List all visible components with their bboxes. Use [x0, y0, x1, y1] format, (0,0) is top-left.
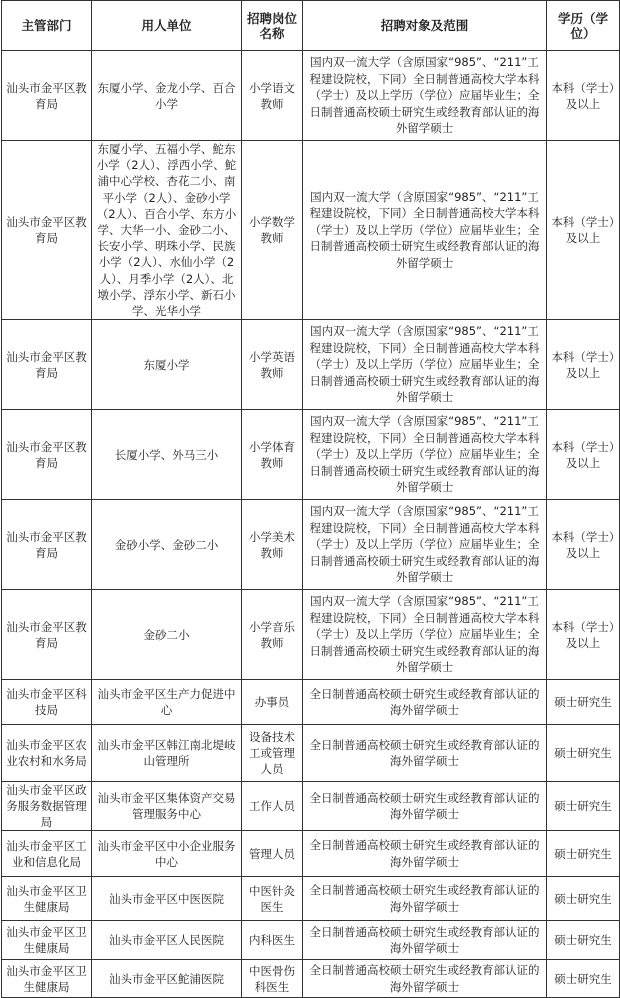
table-row: [2, 960, 620, 998]
table-row: [2, 831, 620, 877]
cell-post: 小学音乐教师: [242, 590, 303, 680]
table-row: [2, 680, 620, 725]
table-row: [2, 725, 620, 782]
header-edu: 学历（学位）: [547, 1, 620, 51]
cell-dept: 汕头市金平区教育局: [2, 141, 92, 320]
cell-post: 小学英语教师: [242, 320, 303, 410]
cell-edu: 硕士研究生: [547, 725, 620, 782]
cell-edu: 硕士研究生: [547, 831, 620, 877]
cell-scope: 全日制普通高校硕士研究生或经教育部认证的海外留学硕士: [303, 831, 547, 877]
cell-post: 小学数学教师: [242, 141, 303, 320]
cell-post: 中医针灸医生: [242, 877, 303, 921]
cell-scope: 国内双一流大学（含原国家“985”、“211”工程建设院校，下同）全日制普通高校大学本科（学士）及以上学历（学位）应届毕业生；全日制普通高校硕士研究生或经教育部认证的海外留学硕士: [303, 410, 547, 500]
cell-unit: 东厦小学、五福小学、鮀东小学（2人）、浮西小学、鮀浦中心学校、杏花二小、南平小学（2人）、金砂小学（2人）、百合小学、东方小学、大华一小、金砂二小、长安小学、明珠小学、民族小学（2人）、水仙小学（2人）、月季小学（2人）、北墩小学、浮东小学、新石小学、光华小学: [92, 141, 242, 320]
cell-post: 工作人员: [242, 782, 303, 831]
cell-unit: 金砂二小: [92, 590, 242, 680]
cell-unit: 汕头市金平区中医医院: [92, 877, 242, 921]
cell-unit: 东厦小学: [92, 320, 242, 410]
table-row: [2, 500, 620, 590]
cell-dept: 汕头市金平区卫生健康局: [2, 921, 92, 960]
table-row: [2, 141, 620, 320]
table-row: [2, 877, 620, 921]
cell-scope: 国内双一流大学（含原国家“985”、“211”工程建设院校，下同）全日制普通高校大学本科（学士）及以上学历（学位）应届毕业生；全日制普通高校硕士研究生或经教育部认证的海外留学硕士: [303, 590, 547, 680]
cell-edu: 本科（学士）及以上: [547, 141, 620, 320]
cell-unit: 汕头市金平区鮀浦医院: [92, 960, 242, 998]
cell-edu: 硕士研究生: [547, 680, 620, 725]
cell-unit: 长厦小学、外马三小: [92, 410, 242, 500]
cell-unit: 汕头市金平区中小企业服务中心: [92, 831, 242, 877]
cell-scope: 全日制普通高校硕士研究生或经教育部认证的海外留学硕士: [303, 921, 547, 960]
cell-post: 办事员: [242, 680, 303, 725]
cell-dept: 汕头市金平区教育局: [2, 320, 92, 410]
cell-edu: 硕士研究生: [547, 782, 620, 831]
cell-post: 设备技术工或管理人员: [242, 725, 303, 782]
cell-edu: 硕士研究生: [547, 960, 620, 998]
cell-edu: 本科（学士）及以上: [547, 500, 620, 590]
table-row: [2, 782, 620, 831]
cell-unit: 东厦小学、金龙小学、百合小学: [92, 51, 242, 141]
cell-unit: 汕头市金平区生产力促进中心: [92, 680, 242, 725]
cell-unit: 金砂小学、金砂二小: [92, 500, 242, 590]
cell-post: 小学体育教师: [242, 410, 303, 500]
cell-dept: 汕头市金平区卫生健康局: [2, 877, 92, 921]
cell-scope: 全日制普通高校硕士研究生或经教育部认证的海外留学硕士: [303, 877, 547, 921]
cell-dept: 汕头市金平区卫生健康局: [2, 960, 92, 998]
cell-dept: 汕头市金平区教育局: [2, 500, 92, 590]
cell-dept: 汕头市金平区教育局: [2, 51, 92, 141]
cell-scope: 国内双一流大学（含原国家“985”、“211”工程建设院校，下同）全日制普通高校大学本科（学士）及以上学历（学位）应届毕业生；全日制普通高校硕士研究生或经教育部认证的海外留学硕士: [303, 141, 547, 320]
cell-post: 内科医生: [242, 921, 303, 960]
header-dept: 主管部门: [2, 1, 92, 51]
table-row: [2, 320, 620, 410]
cell-dept: 汕头市金平区教育局: [2, 410, 92, 500]
header-row: [2, 1, 620, 51]
cell-post: 管理人员: [242, 831, 303, 877]
table-row: [2, 590, 620, 680]
cell-scope: 国内双一流大学（含原国家“985”、“211”工程建设院校，下同）全日制普通高校大学本科（学士）及以上学历（学位）应届毕业生；全日制普通高校硕士研究生或经教育部认证的海外留学硕士: [303, 320, 547, 410]
cell-edu: 硕士研究生: [547, 877, 620, 921]
cell-edu: 本科（学士）及以上: [547, 320, 620, 410]
cell-dept: 汕头市金平区农业农村和水务局: [2, 725, 92, 782]
cell-scope: 全日制普通高校硕士研究生或经教育部认证的海外留学硕士: [303, 680, 547, 725]
cell-dept: 汕头市金平区教育局: [2, 590, 92, 680]
table-row: [2, 51, 620, 141]
cell-dept: 汕头市金平区政务服务数据管理局: [2, 782, 92, 831]
cell-dept: 汕头市金平区科技局: [2, 680, 92, 725]
header-post: 招聘岗位名称: [242, 1, 303, 51]
cell-unit: 汕头市金平区韩江南北堤岐山管理所: [92, 725, 242, 782]
cell-post: 小学语文教师: [242, 51, 303, 141]
header-unit: 用人单位: [92, 1, 242, 51]
cell-post: 小学美术教师: [242, 500, 303, 590]
cell-unit: 汕头市金平区人民医院: [92, 921, 242, 960]
cell-scope: 国内双一流大学（含原国家“985”、“211”工程建设院校，下同）全日制普通高校大学本科（学士）及以上学历（学位）应届毕业生；全日制普通高校硕士研究生或经教育部认证的海外留学硕士: [303, 51, 547, 141]
cell-edu: 本科（学士）及以上: [547, 410, 620, 500]
cell-edu: 本科（学士）及以上: [547, 51, 620, 141]
header-scope: 招聘对象及范围: [303, 1, 547, 51]
cell-scope: 全日制普通高校硕士研究生或经教育部认证的海外留学硕士: [303, 782, 547, 831]
cell-edu: 本科（学士）及以上: [547, 590, 620, 680]
cell-edu: 硕士研究生: [547, 921, 620, 960]
cell-scope: 全日制普通高校硕士研究生或经教育部认证的海外留学硕士: [303, 960, 547, 998]
table-row: [2, 410, 620, 500]
cell-dept: 汕头市金平区工业和信息化局: [2, 831, 92, 877]
cell-scope: 国内双一流大学（含原国家“985”、“211”工程建设院校，下同）全日制普通高校大学本科（学士）及以上学历（学位）应届毕业生；全日制普通高校硕士研究生或经教育部认证的海外留学硕士: [303, 500, 547, 590]
cell-unit: 汕头市金平区集体资产交易管理服务中心: [92, 782, 242, 831]
cell-post: 中医骨伤科医生: [242, 960, 303, 998]
recruitment-table: [1, 0, 620, 998]
table-row: [2, 921, 620, 960]
cell-scope: 全日制普通高校硕士研究生或经教育部认证的海外留学硕士: [303, 725, 547, 782]
